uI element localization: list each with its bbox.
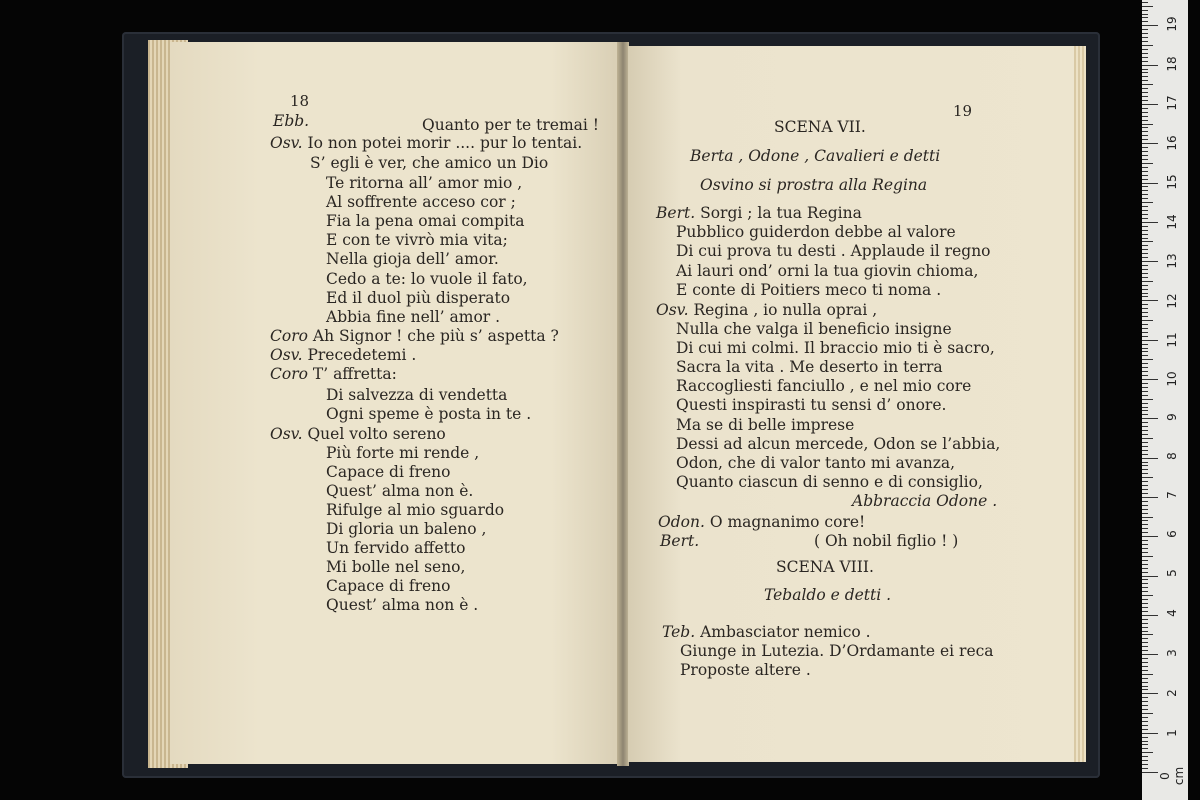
- ruler-tick: [1142, 576, 1158, 577]
- ruler-tick: [1142, 662, 1148, 663]
- ruler-tick: [1142, 544, 1148, 545]
- ruler-label: 0 cm: [1158, 766, 1186, 786]
- cast-list: Tebaldo e detti .: [764, 586, 892, 604]
- ruler-tick: [1142, 670, 1148, 671]
- ruler-label: 18: [1165, 56, 1179, 72]
- page-number-left: 18: [290, 92, 310, 110]
- ruler-tick: [1142, 312, 1148, 313]
- ruler-tick: [1142, 709, 1148, 710]
- ruler-label: 2: [1165, 689, 1179, 697]
- ruler-tick: [1142, 265, 1148, 266]
- ruler-tick: [1142, 33, 1148, 34]
- ruler-tick: [1142, 603, 1148, 604]
- ruler-tick: [1142, 6, 1153, 7]
- ruler-tick: [1142, 407, 1148, 408]
- ruler-tick: [1142, 21, 1148, 22]
- ruler-tick: [1142, 697, 1148, 698]
- ruler-tick: [1142, 717, 1148, 718]
- ruler-tick: [1142, 520, 1148, 521]
- ruler-tick: [1142, 501, 1148, 502]
- ruler-tick: [1142, 84, 1153, 85]
- ruler-tick: [1142, 642, 1148, 643]
- ruler-tick: [1142, 355, 1148, 356]
- ruler-tick: [1142, 430, 1148, 431]
- verse-line: Quanto ciascun di senno e di consiglio,: [676, 473, 983, 491]
- verse-line: Mi bolle nel seno,: [326, 558, 466, 576]
- ruler-tick: [1142, 179, 1148, 180]
- ruler-tick: [1142, 752, 1153, 753]
- verse-line: Dessi ad alcun mercede, Odon se l’abbia,: [676, 435, 1001, 453]
- ruler-label: 16: [1165, 135, 1179, 151]
- right-page: [628, 46, 1074, 762]
- ruler-tick: [1142, 344, 1148, 345]
- ruler-tick: [1142, 112, 1148, 113]
- ruler-tick: [1142, 489, 1148, 490]
- ruler-tick: [1142, 371, 1148, 372]
- verse-line: Coro T’ affretta:: [270, 365, 397, 383]
- ruler-tick: [1142, 308, 1148, 309]
- verse-line: Capace di freno: [326, 577, 451, 595]
- ruler-label: 9: [1165, 413, 1179, 421]
- ruler-tick: [1142, 469, 1148, 470]
- ruler-tick: [1142, 422, 1148, 423]
- ruler-tick: [1142, 607, 1148, 608]
- ruler-tick: [1142, 198, 1148, 199]
- page-number-right: 19: [953, 102, 973, 120]
- ruler-tick: [1142, 768, 1148, 769]
- ruler-tick: [1142, 678, 1148, 679]
- ruler-tick: [1142, 458, 1158, 459]
- ruler-tick: [1142, 273, 1148, 274]
- ruler-tick: [1142, 572, 1148, 573]
- ruler-label: 3: [1165, 649, 1179, 657]
- ruler-tick: [1142, 17, 1148, 18]
- ruler-tick: [1142, 599, 1148, 600]
- ruler-label: 17: [1165, 95, 1179, 111]
- verse-line: Di salvezza di vendetta: [326, 386, 508, 404]
- ruler-tick: [1142, 238, 1148, 239]
- ruler-tick: [1142, 163, 1153, 164]
- ruler-tick: [1142, 65, 1158, 66]
- ruler-tick: [1142, 454, 1148, 455]
- ruler-tick: [1142, 462, 1148, 463]
- verse-line: Più forte mi rende ,: [326, 444, 480, 462]
- ruler-tick: [1142, 124, 1153, 125]
- ruler-tick: [1142, 493, 1148, 494]
- verse-line: Odon. O magnanimo core!: [658, 513, 866, 531]
- verse-line: Osv. Quel volto sereno: [270, 425, 446, 443]
- ruler-tick: [1142, 481, 1148, 482]
- ruler-tick: [1142, 756, 1148, 757]
- ruler-tick: [1142, 426, 1148, 427]
- ruler-tick: [1142, 210, 1148, 211]
- verse-line: Proposte altere .: [680, 661, 811, 679]
- ruler-tick: [1142, 367, 1148, 368]
- ruler-tick: [1142, 528, 1148, 529]
- ruler-tick: [1142, 135, 1148, 136]
- ruler-tick: [1142, 540, 1148, 541]
- ruler-tick: [1142, 552, 1148, 553]
- verse-line: Pubblico guiderdon debbe al valore: [676, 223, 956, 241]
- ruler-tick: [1142, 579, 1148, 580]
- ruler-tick: [1142, 414, 1148, 415]
- ruler-tick: [1142, 438, 1153, 439]
- verse-line: Raccogliesti fanciullo , e nel mio core: [676, 377, 972, 395]
- ruler-tick: [1142, 434, 1148, 435]
- ruler-tick: [1142, 108, 1148, 109]
- ruler-tick: [1142, 611, 1148, 612]
- ruler-tick: [1142, 45, 1153, 46]
- ruler-tick: [1142, 14, 1148, 15]
- ruler-tick: [1142, 155, 1148, 156]
- ruler-tick: [1142, 175, 1148, 176]
- ruler-tick: [1142, 497, 1158, 498]
- ruler-tick: [1142, 88, 1148, 89]
- verse-line: Ma se di belle imprese: [676, 416, 855, 434]
- verse-line: Bert. Sorgi ; la tua Regina: [656, 204, 862, 222]
- ruler-tick: [1142, 517, 1153, 518]
- ruler-tick: [1142, 320, 1153, 321]
- ruler-tick: [1142, 183, 1158, 184]
- ruler-tick: [1142, 477, 1153, 478]
- ruler-tick: [1142, 615, 1158, 616]
- ruler-tick: [1142, 340, 1158, 341]
- ruler-tick: [1142, 359, 1153, 360]
- ruler-tick: [1142, 556, 1153, 557]
- ruler-tick: [1142, 583, 1148, 584]
- stage-direction: Osvino si prostra alla Regina: [700, 176, 928, 194]
- ruler-tick: [1142, 473, 1148, 474]
- verse-line: Odon, che di valor tanto mi avanza,: [676, 454, 956, 472]
- ruler-tick: [1142, 186, 1148, 187]
- ruler-tick: [1142, 619, 1148, 620]
- ruler-tick: [1142, 120, 1148, 121]
- ruler-tick: [1142, 375, 1148, 376]
- verse-line: Capace di freno: [326, 463, 451, 481]
- verse-line: Di cui mi colmi. Il braccio mio ti è sacro,: [676, 339, 995, 357]
- verse-line: Ed il duol più disperato: [326, 289, 511, 307]
- verse-line: Sacra la vita . Me deserto in terra: [676, 358, 943, 376]
- ruler-label: 1: [1165, 729, 1179, 737]
- ruler-tick: [1142, 190, 1148, 191]
- verse-line: Teb. Ambasciator nemico .: [662, 623, 871, 641]
- cast-list: Berta , Odone , Cavalieri e detti: [690, 147, 941, 165]
- ruler-label: 10: [1165, 371, 1179, 387]
- ruler-tick: [1142, 245, 1148, 246]
- ruler-tick: [1142, 701, 1148, 702]
- ruler-tick: [1142, 316, 1148, 317]
- ruler-tick: [1142, 631, 1148, 632]
- ruler-tick: [1142, 564, 1148, 565]
- verse-line: Un fervido affetto: [326, 539, 466, 557]
- ruler-label: 11: [1165, 332, 1179, 348]
- ruler-tick: [1142, 638, 1148, 639]
- verse-line: Cedo a te: lo vuole il fato,: [326, 270, 528, 288]
- ruler-tick: [1142, 104, 1158, 105]
- ruler-tick: [1142, 147, 1148, 148]
- ruler-tick: [1142, 713, 1153, 714]
- verse-line: Rifulge al mio sguardo: [326, 501, 505, 519]
- verse-line: Fia la pena omai compita: [326, 212, 525, 230]
- ruler-tick: [1142, 733, 1158, 734]
- ruler-tick: [1142, 399, 1153, 400]
- verse-line: Abbia fine nell’ amor .: [326, 308, 501, 326]
- ruler-tick: [1142, 348, 1148, 349]
- ruler-tick: [1142, 591, 1148, 592]
- ruler-tick: [1142, 395, 1148, 396]
- ruler-tick: [1142, 509, 1148, 510]
- ruler-label: 14: [1165, 214, 1179, 230]
- ruler-tick: [1142, 505, 1148, 506]
- ruler-label: 12: [1165, 293, 1179, 309]
- ruler-tick: [1142, 772, 1158, 773]
- ruler-label: 4: [1165, 609, 1179, 617]
- ruler-tick: [1142, 249, 1148, 250]
- ruler-tick: [1142, 230, 1148, 231]
- ruler-tick: [1142, 261, 1158, 262]
- verse-line: Osv. Regina , io nulla oprai ,: [656, 301, 878, 319]
- ruler-tick: [1142, 764, 1148, 765]
- verse-line: Te ritorna all’ amor mio ,: [326, 174, 523, 192]
- ruler-tick: [1142, 202, 1153, 203]
- ruler-tick: [1142, 332, 1148, 333]
- verse-line: Di gloria un baleno ,: [326, 520, 487, 538]
- ruler-tick: [1142, 127, 1148, 128]
- ruler-tick: [1142, 536, 1158, 537]
- ruler-tick: [1142, 25, 1158, 26]
- ruler-tick: [1142, 623, 1148, 624]
- ruler-label: 15: [1165, 174, 1179, 190]
- ruler-tick: [1142, 532, 1148, 533]
- ruler-tick: [1142, 387, 1148, 388]
- ruler-tick: [1142, 222, 1158, 223]
- ruler-tick: [1142, 131, 1148, 132]
- ruler-tick: [1142, 139, 1148, 140]
- ruler-tick: [1142, 116, 1148, 117]
- ruler-tick: [1142, 285, 1148, 286]
- ruler-tick: [1142, 442, 1148, 443]
- ruler-tick: [1142, 72, 1148, 73]
- verse-line: Quest’ alma non è .: [326, 596, 479, 614]
- verse-line: Osv. Precedetemi .: [270, 346, 417, 364]
- ruler-tick: [1142, 627, 1148, 628]
- ruler-tick: [1142, 324, 1148, 325]
- ruler-tick: [1142, 37, 1148, 38]
- verse-line: Ebb.: [273, 112, 310, 130]
- ruler-tick: [1142, 304, 1148, 305]
- ruler-label: 5: [1165, 569, 1179, 577]
- ruler-label: 6: [1165, 530, 1179, 538]
- verse-line: Ai lauri ond’ orni la tua giovin chioma,: [676, 262, 979, 280]
- ruler-tick: [1142, 257, 1148, 258]
- verse-line: Nulla che valga il beneficio insigne: [676, 320, 952, 338]
- verse-line: S’ egli è ver, che amico un Dio: [310, 154, 549, 172]
- verse-line: Coro Ah Signor ! che più s’ aspetta ?: [270, 327, 559, 345]
- left-page: [170, 42, 618, 764]
- ruler-tick: [1142, 705, 1148, 706]
- ruler-tick: [1142, 682, 1148, 683]
- ruler-tick: [1142, 403, 1148, 404]
- ruler-tick: [1142, 548, 1148, 549]
- ruler-tick: [1142, 748, 1148, 749]
- ruler-tick: [1142, 234, 1148, 235]
- ruler-tick: [1142, 100, 1148, 101]
- verse-line: Giunge in Lutezia. D’Ordamante ei reca: [680, 642, 994, 660]
- verse-line: Osv. Io non potei morir .... pur lo tentai.: [270, 134, 583, 152]
- ruler-tick: [1142, 741, 1148, 742]
- ruler-tick: [1142, 49, 1148, 50]
- ruler-tick: [1142, 53, 1148, 54]
- stage-direction: Abbraccia Odone .: [852, 492, 998, 510]
- ruler-tick: [1142, 253, 1148, 254]
- ruler-tick: [1142, 214, 1148, 215]
- ruler-tick: [1142, 737, 1148, 738]
- ruler-tick: [1142, 568, 1148, 569]
- ruler-tick: [1142, 560, 1148, 561]
- ruler-tick: [1142, 277, 1148, 278]
- ruler-tick: [1142, 143, 1158, 144]
- verse-line: Ogni speme è posta in te .: [326, 405, 532, 423]
- ruler-tick: [1142, 269, 1148, 270]
- ruler-tick: [1142, 587, 1148, 588]
- ruler-tick: [1142, 206, 1148, 207]
- ruler-label: 8: [1165, 452, 1179, 460]
- ruler-tick: [1142, 450, 1148, 451]
- ruler-tick: [1142, 151, 1148, 152]
- ruler-tick: [1142, 351, 1148, 352]
- ruler-tick: [1142, 654, 1158, 655]
- ruler-tick: [1142, 650, 1148, 651]
- verse-line: Al soffrente acceso cor ;: [326, 193, 516, 211]
- ruler-tick: [1142, 379, 1158, 380]
- ruler-tick: [1142, 241, 1153, 242]
- ruler-tick: [1142, 595, 1153, 596]
- ruler-tick: [1142, 10, 1148, 11]
- scene-heading: SCENA VII.: [774, 118, 866, 136]
- ruler-tick: [1142, 57, 1148, 58]
- verse-line: Quanto per te tremai !: [422, 116, 600, 134]
- verse-line: Bert.: [660, 532, 700, 550]
- ruler-tick: [1142, 646, 1148, 647]
- ruler-tick: [1142, 465, 1148, 466]
- ruler-tick: [1142, 721, 1148, 722]
- ruler-tick: [1142, 226, 1148, 227]
- ruler-tick: [1142, 194, 1148, 195]
- ruler-tick: [1142, 391, 1148, 392]
- ruler-tick: [1142, 328, 1148, 329]
- measuring-ruler: [1142, 0, 1188, 800]
- ruler-tick: [1142, 69, 1148, 70]
- ruler-tick: [1142, 289, 1148, 290]
- ruler-tick: [1142, 729, 1148, 730]
- ruler-tick: [1142, 336, 1148, 337]
- ruler-label: 13: [1165, 253, 1179, 269]
- ruler-tick: [1142, 674, 1153, 675]
- ruler-tick: [1142, 2, 1148, 3]
- ruler-tick: [1142, 666, 1148, 667]
- ruler-tick: [1142, 760, 1148, 761]
- ruler-tick: [1142, 513, 1148, 514]
- ruler-tick: [1142, 92, 1148, 93]
- ruler-tick: [1142, 296, 1148, 297]
- ruler-tick: [1142, 41, 1148, 42]
- ruler-tick: [1142, 171, 1148, 172]
- ruler-tick: [1142, 446, 1148, 447]
- ruler-tick: [1142, 61, 1148, 62]
- ruler-tick: [1142, 693, 1158, 694]
- ruler-label: 7: [1165, 491, 1179, 499]
- ruler-tick: [1142, 689, 1148, 690]
- ruler-tick: [1142, 80, 1148, 81]
- ruler-tick: [1142, 76, 1148, 77]
- ruler-label: 19: [1165, 16, 1179, 32]
- ruler-tick: [1142, 524, 1148, 525]
- verse-line: E con te vivrò mia vita;: [326, 231, 508, 249]
- ruler-tick: [1142, 29, 1148, 30]
- ruler-tick: [1142, 167, 1148, 168]
- ruler-tick: [1142, 363, 1148, 364]
- ruler-tick: [1142, 658, 1148, 659]
- ruler-tick: [1142, 725, 1148, 726]
- verse-line: Questi inspirasti tu sensi d’ onore.: [676, 396, 947, 414]
- scene-heading: SCENA VIII.: [776, 558, 874, 576]
- ruler-tick: [1142, 485, 1148, 486]
- ruler-tick: [1142, 634, 1153, 635]
- verse-line: Nella gioja dell’ amor.: [326, 250, 499, 268]
- ruler-tick: [1142, 744, 1148, 745]
- verse-line: E conte di Poitiers meco ti noma .: [676, 281, 942, 299]
- verse-line: Quest’ alma non è.: [326, 482, 474, 500]
- verse-line: ( Oh nobil figlio ! ): [814, 532, 959, 550]
- ruler-tick: [1142, 410, 1148, 411]
- ruler-tick: [1142, 96, 1148, 97]
- ruler-tick: [1142, 218, 1148, 219]
- verse-line: Di cui prova tu desti . Applaude il regno: [676, 242, 991, 260]
- ruler-tick: [1142, 293, 1148, 294]
- ruler-tick: [1142, 281, 1153, 282]
- ruler-tick: [1142, 159, 1148, 160]
- ruler-tick: [1142, 383, 1148, 384]
- ruler-tick: [1142, 300, 1158, 301]
- ruler-tick: [1142, 686, 1148, 687]
- ruler-tick: [1142, 418, 1158, 419]
